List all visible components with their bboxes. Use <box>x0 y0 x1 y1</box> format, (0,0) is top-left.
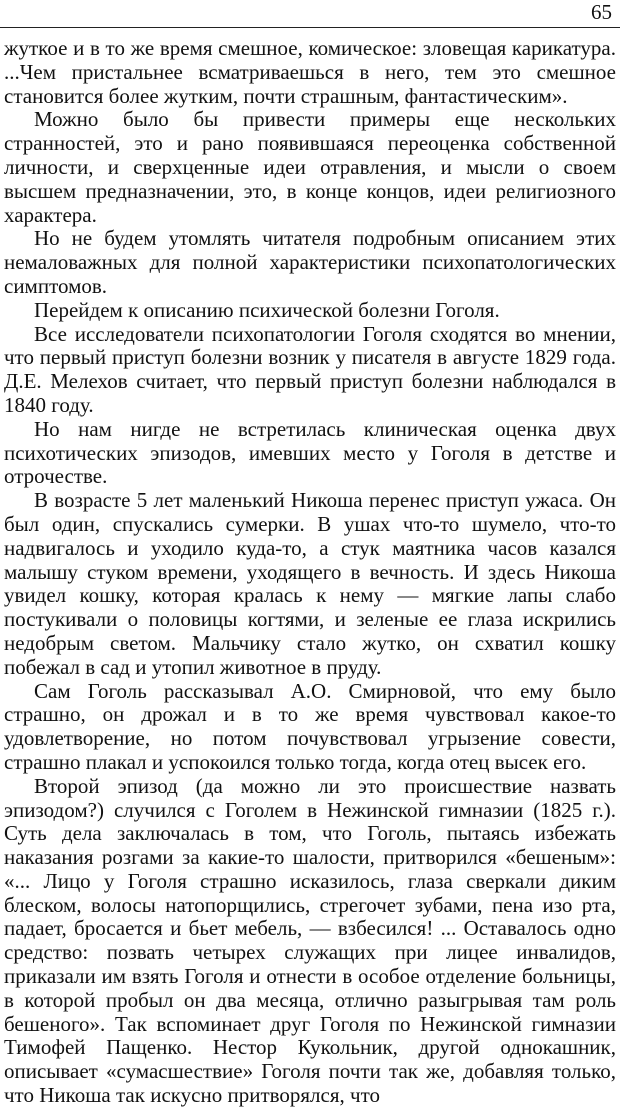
paragraph-1: жуткое и в то же время смешное, комическое: зловещая карикатура. ...Чем пристальнее всматриваешься в него, тем это смешное становится более жутким, почти страшным, фантастическим». <box>4 36 616 108</box>
paragraph-7: В возрасте 5 лет маленький Никоша перенес приступ ужаса. Он был один, спускались сумерки. В ушах что-то шумело, что-то надвигалось и уходило куда-то, а стук маятника часов казался малышу стуком времени, уходящего в вечность. И здесь Никоша увидел кошку, которая кралась к нему — мягкие лапы слабо постукивали о половицы когтями, и зеленые ее глаза искрились недобрым светом. Мальчику стало жутко, он схватил кошку побежал в сад и утопил животное в пруду. <box>4 488 616 679</box>
paragraph-3: Но не будем утомлять читателя подробным описанием этих немаловажных для полной характеристики психопатологических симптомов. <box>4 226 616 298</box>
paragraph-9: Второй эпизод (да можно ли это происшествие назвать эпизодом?) случился с Гоголем в Нежинской гимназии (1825 г.). Суть дела заключалась в том, что Гоголь, пытаясь избежать наказания розгами за какие-то шалости, притворился «бешеным»: «... Лицо у Гоголя страшно исказилось, глаза сверкали диким блеском, волосы натопорщились, стрегочет зубами, пена изо рта, падает, бросается и бьет мебель, — взбесился! ... Оставалось одно средство: позвать четырех служащих при лицее инвалидов, приказали им взять Гоголя и отнести в особое отделение больницы, в которой пробыл он два месяца, отлично разыгрывая там роль бешеного». Так вспоминает друг Гоголя по Нежинской гимназии Тимофей Пащенко. Нестор Кукольник, другой однокашник, описывает «сумасшествие» Гоголя почти так же, добавляя только, что Никоша так искусно притворялся, что <box>4 773 616 1108</box>
paragraph-8: Сам Гоголь рассказывал А.О. Смирновой, что ему было страшно, он дрожал и в то же время чувствовал какое-то удовлетворение, но потом почувствовал угрызение совести, страшно плакал и успокоился только тогда, когда отец высек его. <box>4 678 616 774</box>
paragraph-4: Перейдем к описанию психической болезни Гоголя. <box>34 297 500 322</box>
header-rule <box>0 27 620 28</box>
paragraph-5: Все исследователи психопатологии Гоголя сходятся во мнении, что первый приступ болезни возник у писателя в августе 1829 года. Д.Е. Мелехов считает, что первый приступ болезни наблюдался в 1840 году. <box>4 321 616 417</box>
page-number: 65 <box>591 0 612 24</box>
paragraph-6: Но нам нигде не встретилась клиническая оценка двух психотических эпизодов, имевших место у Гоголя в детстве и отрочестве. <box>4 416 616 489</box>
paragraph-2: Можно было бы привести примеры еще нескольких странностей, это и рано появившаяся переоценка собственной личности, и сверхценные идеи отравления, и мысли о своем высшем предназначении, это, в конце концов, идеи религиозного характера. <box>4 107 616 227</box>
body-text <box>4 37 616 1108</box>
